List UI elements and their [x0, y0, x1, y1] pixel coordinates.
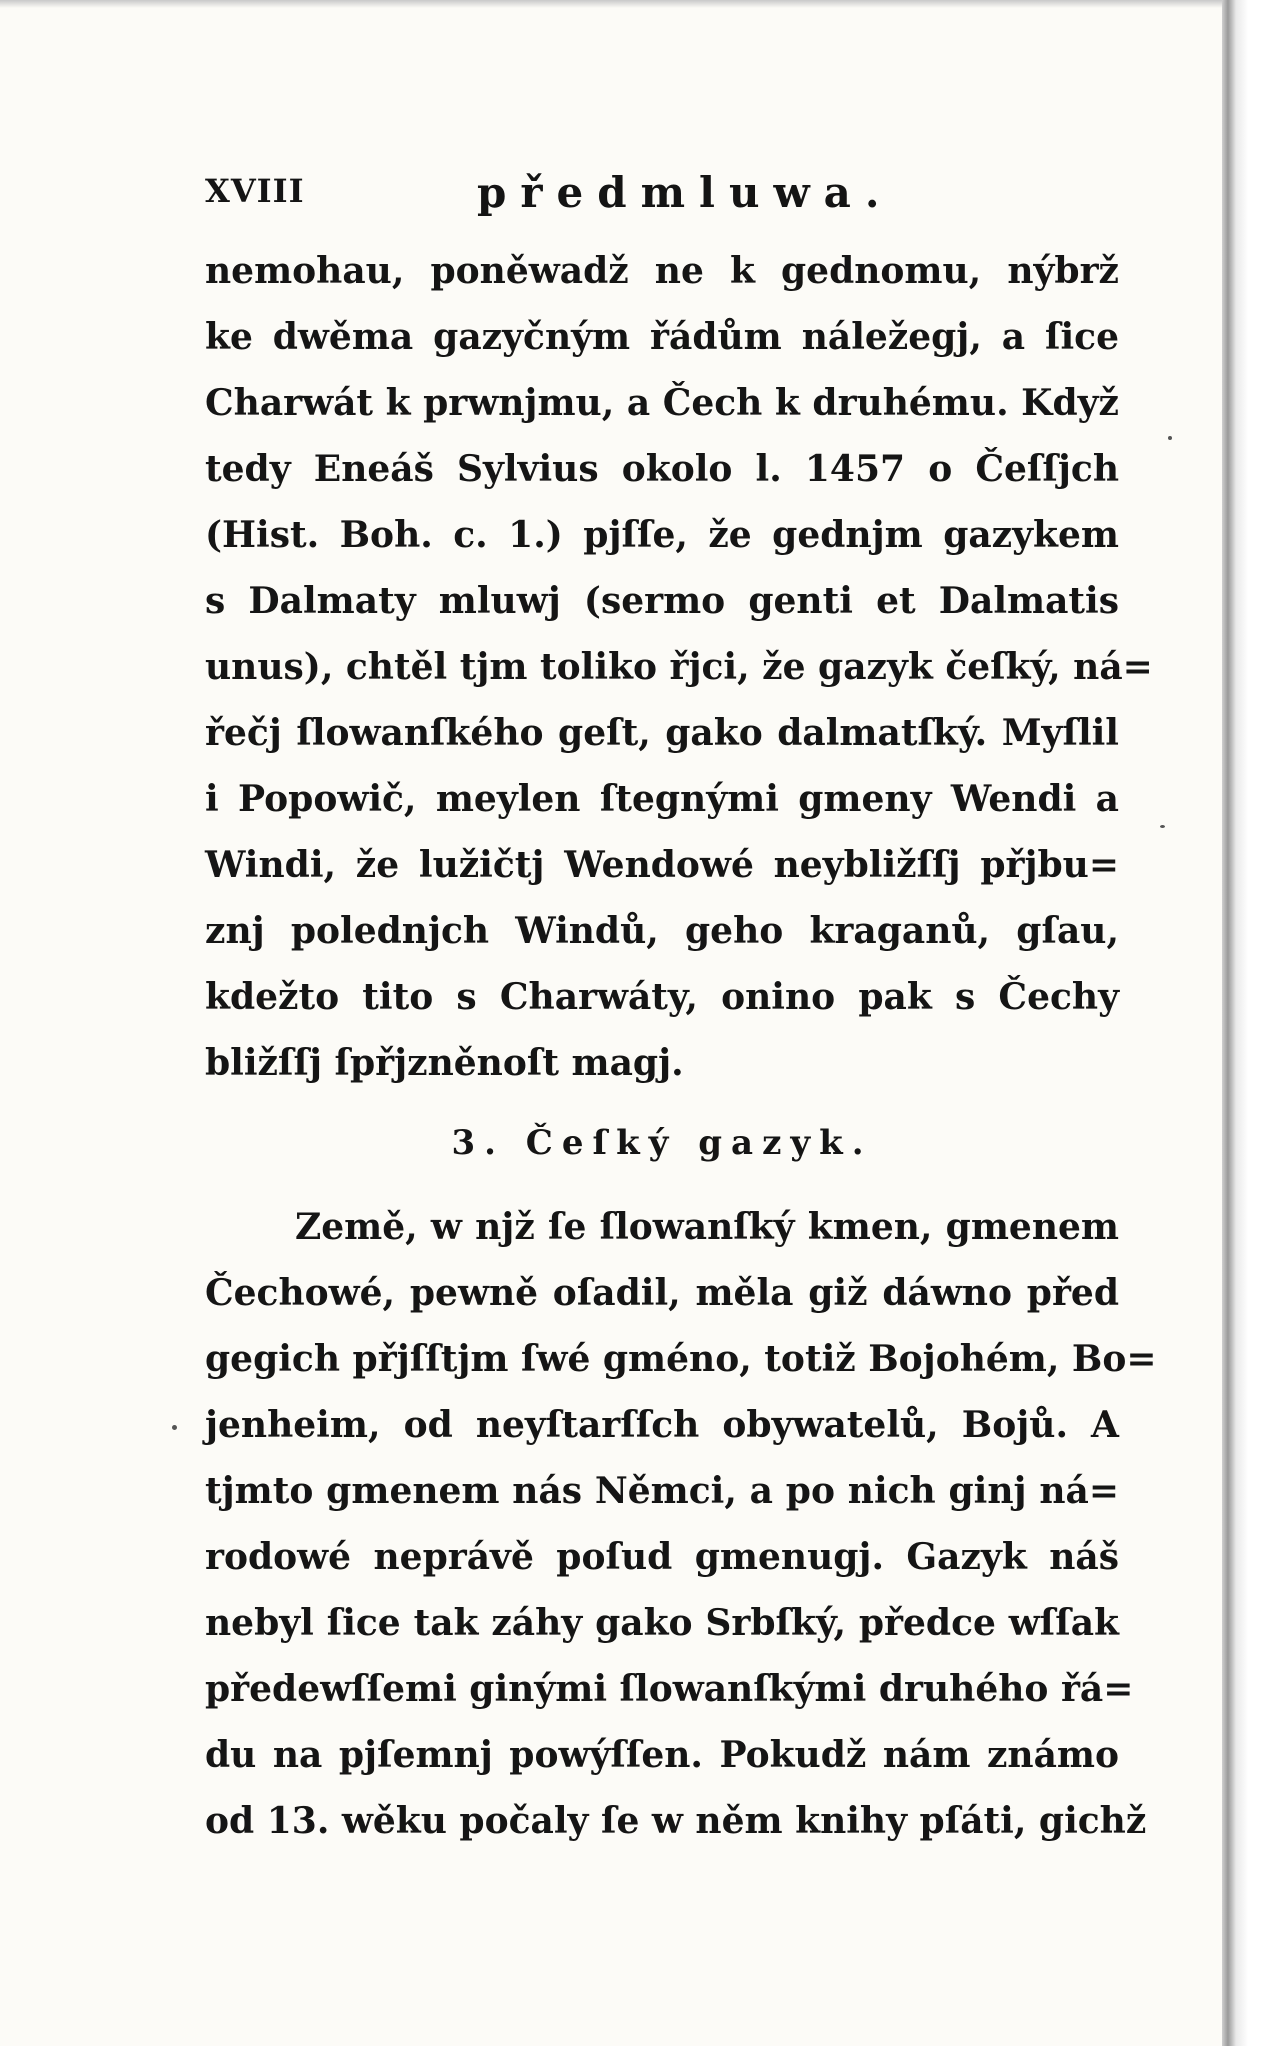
page-number: XVIII	[205, 172, 305, 210]
text-line: předewſſemi ginými ſlowanſkými druhého řá=	[205, 1668, 1134, 1710]
page-edge-right	[1222, 0, 1268, 2046]
text-line: du na pjſemnj powýſſen. Pokudž nám známo	[205, 1734, 1119, 1776]
text-line: kdežto tito s Charwáty, onino pak s Čechy	[205, 976, 1119, 1018]
text-line: od 13. wěku počaly ſe w něm knihy pſáti, gichž	[205, 1800, 1147, 1842]
text-line: řečj ſlowanſkého geſt, gako dalmatſký. Myſlil	[205, 712, 1119, 754]
text-line: s Dalmaty mluwj (sermo genti et Dalmatis	[205, 580, 1119, 622]
text-line: unus), chtěl tjm toliko řjci, že gazyk čeſký, ná=	[205, 646, 1153, 688]
text-line: rodowé neprávě poſud gmenugj. Gazyk náš	[205, 1536, 1119, 1578]
running-title: předmluwa.	[477, 168, 894, 217]
text-line: (Hist. Boh. c. 1.) pjſſe, že gednjm gazykem	[205, 514, 1119, 556]
text-line: Čechowé, pewně oſadil, měla giž dáwno před	[205, 1272, 1119, 1314]
text-line: jenheim, od neyſtarſſch obywatelů, Bojů. A	[205, 1404, 1119, 1446]
text-line: nebyl ſice tak záhy gako Srbſký, předce wſſak	[205, 1602, 1119, 1644]
paragraph-1	[205, 238, 1153, 1096]
ink-speck	[1168, 436, 1172, 440]
page-edge-top	[0, 0, 1268, 8]
text-line: i Popowič, meylen ſtegnými gmeny Wendi a	[205, 778, 1119, 820]
text-line: znj polednjch Windů, geho kraganů, gſau,	[205, 910, 1119, 952]
page-header	[205, 168, 1119, 228]
paragraph-2	[205, 1194, 1157, 1854]
ink-speck	[172, 1425, 177, 1430]
text-line: gegich přjſſtjm ſwé gméno, totiž Bojohém, Bo=	[205, 1338, 1157, 1380]
text-line: bližſſj ſpřjzněnoſt magj.	[205, 1042, 684, 1084]
ink-speck	[1160, 825, 1165, 828]
text-line: nemohau, poněwadž ne k gednomu, nýbrž	[205, 250, 1119, 292]
text-line: Windi, že lužičtj Wendowé neybližſſj přjbu=	[205, 844, 1119, 886]
text-line: Země, w njž ſe ſlowanſký kmen, gmenem	[295, 1206, 1119, 1248]
text-line: ke dwěma gazyčným řádům náležegj, a ſice	[205, 316, 1119, 358]
text-line: tedy Eneáš Sylvius okolo l. 1457 o Čeſſjch	[205, 448, 1119, 490]
text-line: Charwát k prwnjmu, a Čech k druhému. Když	[205, 382, 1119, 424]
text-line: tjmto gmenem nás Němci, a po nich ginj ná=	[205, 1470, 1119, 1512]
section-heading: 3. Čeſký gazyk.	[451, 1123, 873, 1163]
